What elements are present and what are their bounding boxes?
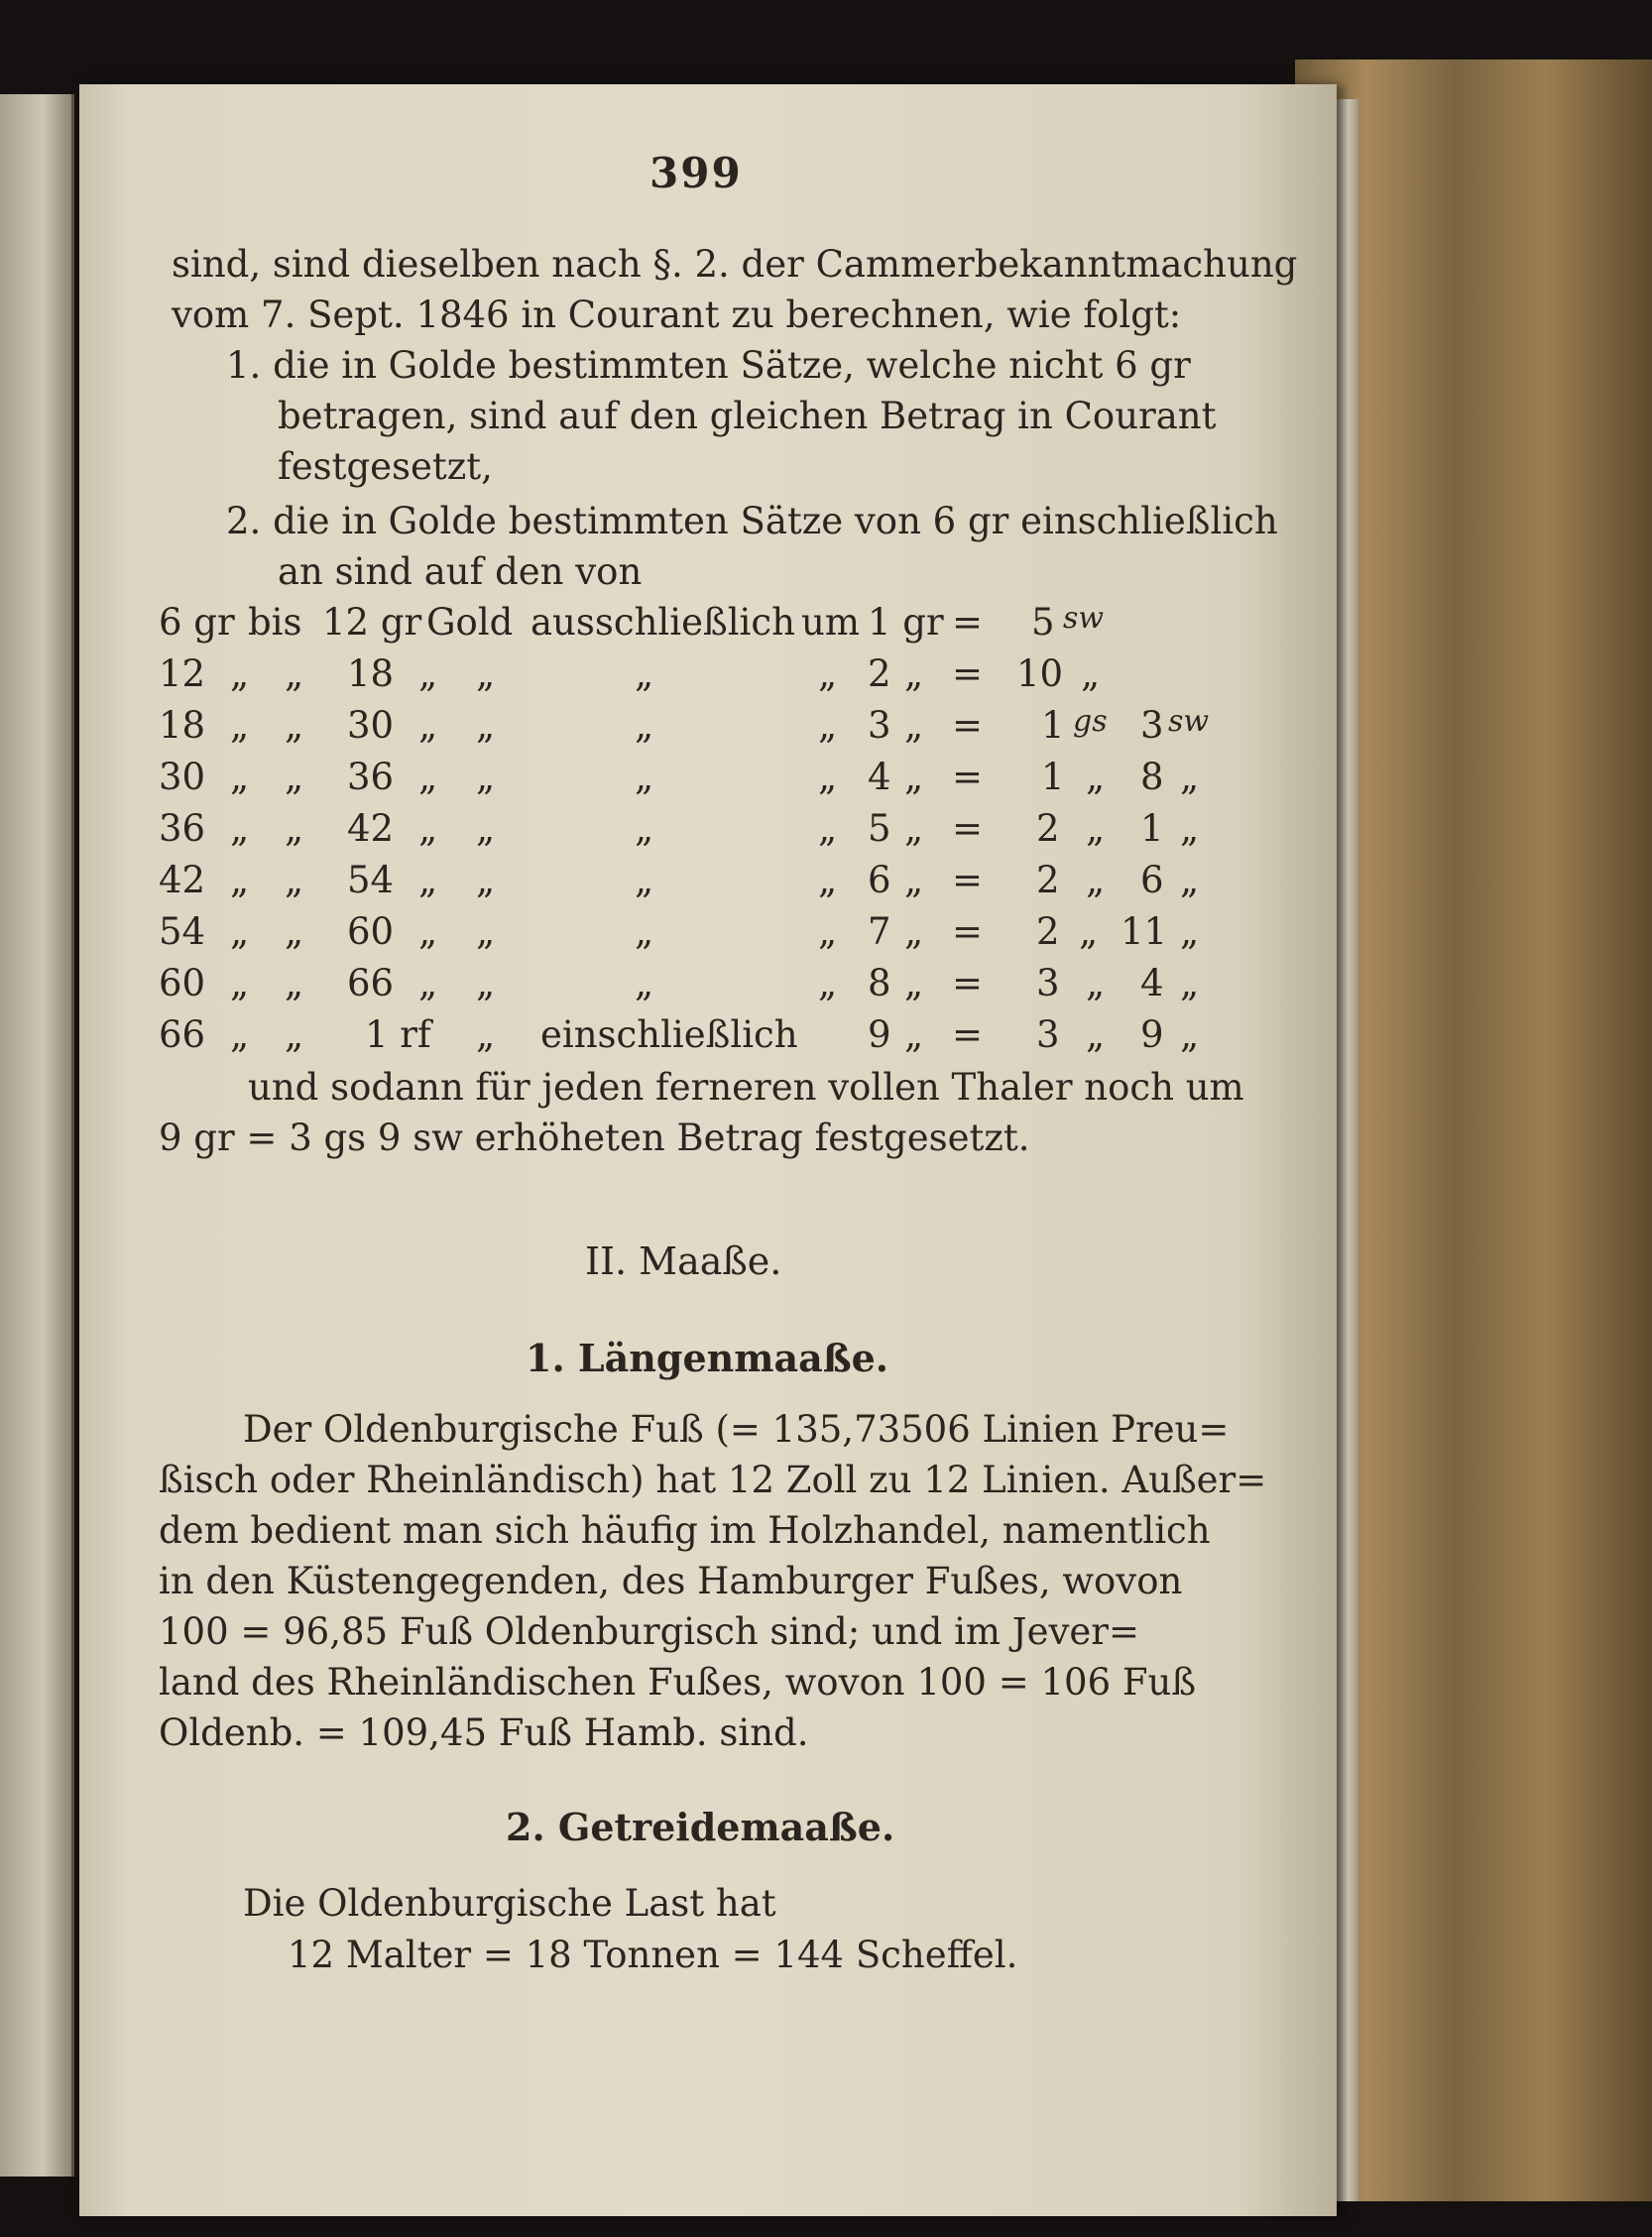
ditto-mark: „ [230,910,250,953]
table-row [159,1013,1230,1063]
table-row [159,962,1230,1011]
ditto-mark: „ [476,910,496,953]
sub1-line-2: ßisch oder Rheinländisch) hat 12 Zoll zu 12 Linien. Außer= [159,1459,1267,1501]
result-a: 1 [1041,756,1065,798]
unit-a: „ [1086,962,1106,1004]
result-b: 6 [1140,859,1164,901]
result-b: 4 [1140,962,1164,1004]
table-row [159,601,1230,650]
ditto-mark: „ [418,756,438,798]
ditto-mark: „ [285,652,304,695]
subsection-1-title: 1. Längenmaaße. [526,1336,888,1380]
ditto-mark: „ [904,1013,924,1056]
equals-sign: = [952,807,984,850]
unit-b: „ [1180,1013,1200,1056]
ditto-mark: „ [285,704,304,747]
increment: 2 [868,652,891,695]
sub1-line-5: 100 = 96,85 Fuß Oldenburgisch sind; und im Jever= [159,1610,1139,1653]
ditto-mark: „ [635,910,654,953]
sub1-line-4: in den Küstengegenden, des Hamburger Fußes, wovon [159,1560,1183,1602]
page-number: 399 [649,149,743,197]
range-from: 12 [159,652,206,695]
result-a: 1 [1041,704,1065,747]
result-a: 3 [1036,1013,1060,1056]
um-word: um [801,601,860,644]
exclusive-word: ausschließlich [531,601,795,644]
unit-b: „ [1180,807,1200,850]
equals-sign: = [952,756,984,798]
range-to: 66 [347,962,395,1004]
unit-b: „ [1180,910,1200,953]
ditto-mark: „ [635,756,654,798]
result-a: 2 [1036,859,1060,901]
table-row [159,910,1230,960]
ditto-mark: „ [230,807,250,850]
ditto-mark: „ [285,962,304,1004]
result-b: 11 [1121,910,1168,953]
item-2-line-1: 2. die in Golde bestimmten Sätze von 6 gr einschließlich [226,500,1278,542]
result-a: 10 [1016,652,1064,695]
result-b: 9 [1140,1013,1164,1056]
increment: 1 gr [868,601,944,644]
ditto-mark: „ [904,962,924,1004]
equals-sign: = [952,704,984,747]
range-to: 36 [347,756,395,798]
ditto-mark: „ [230,962,250,1004]
range-to: 42 [347,807,395,850]
range-to: 60 [347,910,395,953]
range-from: 36 [159,807,206,850]
ditto-mark: „ [904,910,924,953]
ditto-mark: „ [230,704,250,747]
bis-word: bis [248,601,302,644]
range-to: 54 [347,859,395,901]
increment: 5 [868,807,891,850]
equals-sign: = [952,652,984,695]
ditto-mark: „ [635,859,654,901]
ditto-mark: „ [418,704,438,747]
ditto-mark: „ [818,910,838,953]
equals-sign: = [952,859,984,901]
unit-a: „ [1086,807,1106,850]
ditto-mark: „ [635,962,654,1004]
range-to: 1 rf [365,1013,431,1056]
unit-b: „ [1180,859,1200,901]
unit-a: „ [1081,652,1101,695]
ditto-mark: „ [418,910,438,953]
subsection-2-title: 2. Getreidemaaße. [506,1805,895,1849]
ditto-mark: „ [635,652,654,695]
range-from: 60 [159,962,206,1004]
page-edge [1337,99,1358,2201]
ditto-mark: „ [418,807,438,850]
result-a: 2 [1036,910,1060,953]
range-to: 18 [347,652,395,695]
table-row [159,807,1230,857]
range-from: 6 gr [159,601,235,644]
unit-a: „ [1086,756,1106,798]
unit-a: sw [1063,601,1105,636]
result-a: 3 [1036,962,1060,1004]
range-to: 12 gr [322,601,422,644]
result-b: 3 [1140,704,1164,747]
ditto-mark: „ [230,1013,250,1056]
range-to: 30 [347,704,395,747]
table-row [159,756,1230,805]
ditto-mark: „ [230,652,250,695]
table-row [159,859,1230,908]
increment: 3 [868,704,891,747]
ditto-mark: „ [285,1013,304,1056]
increment: 9 [868,1013,891,1056]
unit-a: gs [1073,704,1108,739]
ditto-mark: „ [818,704,838,747]
ditto-mark: „ [904,652,924,695]
ditto-mark: „ [418,859,438,901]
ditto-mark: „ [418,652,438,695]
intro-line-2: vom 7. Sept. 1846 in Courant zu berechnen, wie folgt: [172,294,1182,336]
equals-sign: = [952,601,984,644]
ditto-mark: „ [230,756,250,798]
increment: 7 [868,910,891,953]
ditto-mark: „ [818,859,838,901]
range-from: 66 [159,1013,206,1056]
item-2-line-2: an sind auf den von [278,550,643,593]
unit-b: „ [1180,962,1200,1004]
ditto-mark: „ [285,756,304,798]
result-b: 1 [1140,807,1164,850]
equals-sign: = [952,1013,984,1056]
section-title: II. Maaße. [585,1239,782,1283]
unit-b: sw [1168,704,1210,739]
item-1-line-1: 1. die in Golde bestimmten Sätze, welche nicht 6 gr [226,344,1191,387]
gold-word: Gold [426,601,514,644]
after-table-line-1: und sodann für jeden ferneren vollen Thaler noch um [248,1066,1244,1109]
ditto-mark: „ [904,859,924,901]
increment: 6 [868,859,891,901]
range-from: 42 [159,859,206,901]
item-1-line-2: betragen, sind auf den gleichen Betrag in Courant [278,395,1217,437]
unit-a: „ [1086,1013,1106,1056]
sub2-line-1: Die Oldenburgische Last hat [243,1882,776,1925]
ditto-mark: „ [818,652,838,695]
unit-a: „ [1079,910,1099,953]
increment: 4 [868,756,891,798]
sub1-line-3: dem bedient man sich häufig im Holzhandel, namentlich [159,1509,1211,1552]
ditto-mark: „ [476,859,496,901]
ditto-mark: „ [476,962,496,1004]
adjacent-page-edge [0,94,74,2177]
ditto-mark: „ [818,962,838,1004]
range-from: 54 [159,910,206,953]
result-b: 8 [1140,756,1164,798]
ditto-mark: „ [230,859,250,901]
result-a: 2 [1036,807,1060,850]
ditto-mark: „ [635,704,654,747]
sub2-line-2: 12 Malter = 18 Tonnen = 144 Scheffel. [288,1934,1018,1976]
inclusive-word: einschließlich [540,1013,798,1056]
intro-line-1: sind, sind dieselben nach §. 2. der Cammerbekanntmachung [172,243,1298,286]
ditto-mark: „ [476,807,496,850]
result-a: 5 [1031,601,1055,644]
ditto-mark: „ [818,756,838,798]
table-row [159,704,1230,754]
sub1-line-1: Der Oldenburgische Fuß (= 135,73506 Linien Preu= [243,1408,1230,1451]
unit-b: „ [1180,756,1200,798]
ditto-mark: „ [476,652,496,695]
ditto-mark: „ [418,962,438,1004]
increment: 8 [868,962,891,1004]
item-1-line-3: festgesetzt, [278,445,493,488]
after-table-line-2: 9 gr = 3 gs 9 sw erhöheten Betrag festgesetzt. [159,1117,1030,1159]
ditto-mark: „ [476,704,496,747]
ditto-mark: „ [635,807,654,850]
sub1-line-6: land des Rheinländischen Fußes, wovon 100 = 106 Fuß [159,1661,1197,1704]
ditto-mark: „ [904,756,924,798]
ditto-mark: „ [476,756,496,798]
ditto-mark: „ [818,807,838,850]
equals-sign: = [952,910,984,953]
ditto-mark: „ [285,859,304,901]
sub1-line-7: Oldenb. = 109,45 Fuß Hamb. sind. [159,1711,809,1754]
range-from: 30 [159,756,206,798]
ditto-mark: „ [904,704,924,747]
ditto-mark: „ [285,910,304,953]
ditto-mark: „ [904,807,924,850]
ditto-mark: „ [476,1013,496,1056]
unit-a: „ [1086,859,1106,901]
range-from: 18 [159,704,206,747]
table-row [159,652,1230,702]
ditto-mark: „ [285,807,304,850]
equals-sign: = [952,962,984,1004]
